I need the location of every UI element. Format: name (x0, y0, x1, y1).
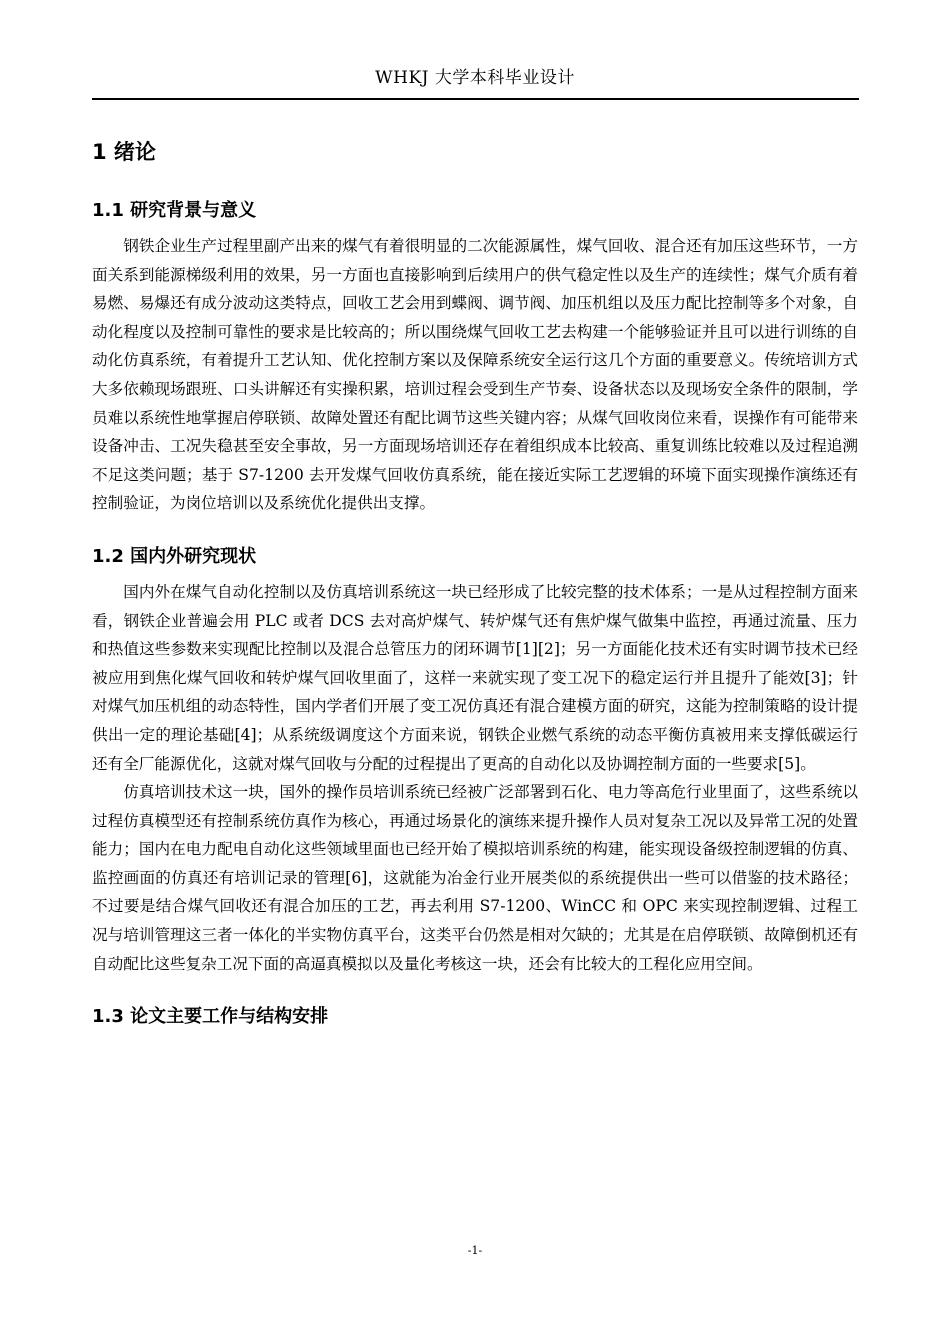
section-spacer (92, 978, 858, 1002)
body-paragraph: 国内外在煤气自动化控制以及仿真培训系统这一块已经形成了比较完整的技术体系；一是从过程控制方面来看，钢铁企业普遍会用 PLC 或者 DCS 去对高炉煤气、转炉煤气还有焦炉煤气做集中监控，再通过流量、压力和热值这些参数来实现配比控制以及混合总管压力的闭环调节[1][2]；另一方面能化技术还有实时调节技术已经被应用到焦化煤气回收和转炉煤气回收里面了，这样一来就实现了变工况下的稳定运行并且提升了能效[3]；针对煤气加压机组的动态特性，国内学者们开展了变工况仿真还有混合建模方面的研究，这能为控制策略的设计提供出一定的理论基础[4]；从系统级调度这个方面来说，钢铁企业燃气系统的动态平衡仿真被用来支撑低碳运行还有全厂能源优化，这就对煤气回收与分配的过程提出了更高的自动化以及协调控制方面的一些要求[5]。 (92, 582, 858, 773)
section-1-2 (92, 542, 858, 978)
section-spacer (92, 518, 858, 542)
section-heading: 1.1 研究背景与意义 (92, 200, 257, 221)
running-header: WHKJ 大学本科毕业设计 (375, 68, 575, 88)
page-number: -1- (467, 1244, 483, 1257)
section-1-1 (92, 196, 858, 518)
section-heading: 1.2 国内外研究现状 (92, 545, 257, 567)
page-content (92, 132, 858, 1038)
section-heading: 1.3 论文主要工作与结构安排 (92, 1006, 329, 1028)
body-paragraph: 仿真培训技术这一块，国外的操作员培训系统已经被广泛部署到石化、电力等高危行业里面了，这些系统以过程仿真模型还有控制系统仿真作为核心，再通过场景化的演练来提升操作人员对复杂工况以及异常工况的处置能力；国内在电力配电自动化这些领域里面也已经开始了模拟培训系统的构建，能实现设备级控制逻辑的仿真、监控画面的仿真还有培训记录的管理[6]，这就能为冶金行业开展类似的系统提供出一些可以借鉴的技术路径；不过要是结合煤气回收还有混合加压的工艺，再去利用 S7-1200、WinCC 和 OPC 来实现控制逻辑、过程工况与培训管理这三者一体化的半实物仿真平台，这类平台仍然是相对欠缺的；尤其是在启停联锁、故障倒机还有自动配比这些复杂工况下面的高逼真模拟以及量化考核这一块，还会有比较大的工程化应用空间。 (92, 783, 858, 973)
section-1-3 (92, 1002, 858, 1032)
header-rule (92, 98, 859, 100)
chapter-title: 1 绪论 (92, 140, 156, 164)
body-paragraph: 钢铁企业生产过程里副产出来的煤气有着很明显的二次能源属性，煤气回收、混合还有加压这些环节，一方面关系到能源梯级利用的效果，另一方面也直接影响到后续用户的供气稳定性以及生产的连续性；煤气介质有着易燃、易爆还有成分波动这类特点，回收工艺会用到蝶阀、调节阀、加压机组以及压力配比控制等多个对象，自动化程度以及控制可靠性的要求是比较高的；所以围绕煤气回收工艺去构建一个能够验证并且可以进行训练的自动化仿真系统，有着提升工艺认知、优化控制方案以及保障系统安全运行这几个方面的重要意义。传统培训方式大多依赖现场跟班、口头讲解还有实操积累，培训过程会受到生产节奏、设备状态以及现场安全条件的限制，学员难以系统性地掌握启停联锁、故障处置还有配比调节这些关键内容；从煤气回收岗位来看，误操作有可能带来设备冲击、工况失稳甚至安全事故，另一方面现场培训还存在着组织成本比较高、重复训练比较难以及过程追溯不足这类问题；基于 S7-1200 去开发煤气回收仿真系统，能在接近实际工艺逻辑的环境下面实现操作演练还有控制验证，为岗位培训以及系统优化提供出支撑。 (92, 237, 858, 513)
